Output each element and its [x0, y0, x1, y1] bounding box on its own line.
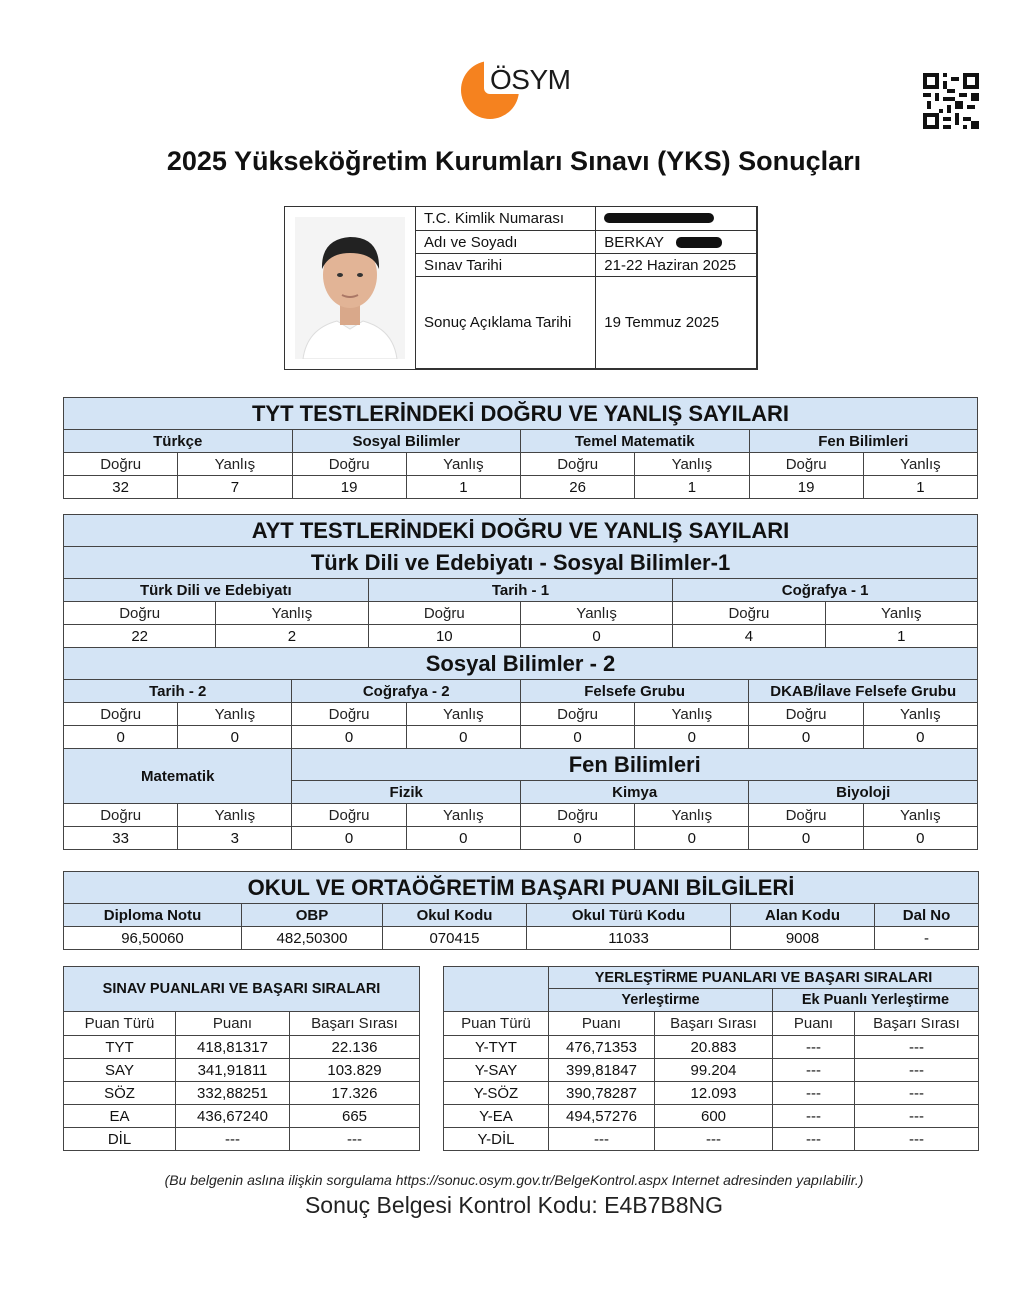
okul-header: Okul Türü Kodu — [527, 904, 731, 927]
ek-puan: --- — [773, 1105, 855, 1128]
tyt-title: TYT TESTLERİNDEKİ DOĞRU VE YANLIŞ SAYILARI — [64, 398, 978, 430]
yanlis-label: Yanlış — [825, 602, 977, 625]
okul-header: Okul Kodu — [383, 904, 527, 927]
redaction-mark — [676, 237, 722, 248]
name-value: BERKAY — [604, 233, 665, 251]
test-name: Sosyal Bilimler — [292, 430, 521, 453]
dogru-value: 0 — [292, 827, 406, 850]
dogru-label: Doğru — [64, 602, 216, 625]
blank-header — [444, 967, 549, 1012]
dogru-label: Doğru — [521, 453, 635, 476]
puan-turu: Y-SÖZ — [444, 1082, 549, 1105]
dogru-label: Doğru — [64, 804, 178, 827]
basari-sirasi: 600 — [655, 1105, 773, 1128]
dogru-label: Doğru — [64, 453, 178, 476]
dogru-label: Doğru — [520, 804, 634, 827]
basari-sirasi: 20.883 — [655, 1036, 773, 1059]
ek-basari-sirasi: --- — [855, 1082, 979, 1105]
ayt-group2-title: Sosyal Bilimler - 2 — [64, 648, 978, 680]
puan-turu: SÖZ — [64, 1082, 176, 1105]
ek-basari-sirasi: --- — [855, 1036, 979, 1059]
ayt-table — [63, 514, 978, 850]
table-row — [64, 1036, 420, 1059]
basari-sirasi: 17.326 — [290, 1082, 420, 1105]
okul-value: - — [875, 927, 979, 950]
test-name: Felsefe Grubu — [520, 680, 748, 703]
fen-title: Fen Bilimleri — [292, 749, 978, 781]
yanlis-value: 1 — [825, 625, 977, 648]
yanlis-value: 2 — [216, 625, 368, 648]
dogru-label: Doğru — [520, 703, 634, 726]
dogru-value: 0 — [749, 726, 863, 749]
yanlis-value: 1 — [406, 476, 520, 499]
dogru-label: Doğru — [749, 804, 863, 827]
test-name: Türkçe — [64, 430, 293, 453]
dogru-value: 0 — [520, 827, 634, 850]
puan: 390,78287 — [549, 1082, 655, 1105]
basari-sirasi: --- — [290, 1128, 420, 1151]
dogru-value: 22 — [64, 625, 216, 648]
yanlis-label: Yanlış — [635, 703, 749, 726]
test-name: Fen Bilimleri — [749, 430, 978, 453]
basari-sirasi: --- — [655, 1128, 773, 1151]
yanlis-value: 0 — [520, 625, 672, 648]
dogru-value: 19 — [749, 476, 863, 499]
yanlis-label: Yanlış — [178, 804, 292, 827]
dogru-label: Doğru — [749, 453, 863, 476]
okul-value: 070415 — [383, 927, 527, 950]
document-title: 2025 Yükseköğretim Kurumları Sınavı (YKS) Sonuçları — [166, 146, 862, 176]
basari-sirasi: 99.204 — [655, 1059, 773, 1082]
yerlestirme-title: YERLEŞTİRME PUANLARI VE BAŞARI SIRALARI — [549, 967, 979, 989]
ek-basari-sirasi: --- — [855, 1059, 979, 1082]
table-row — [64, 1059, 420, 1082]
yanlis-value: 3 — [178, 827, 292, 850]
tc-value — [596, 207, 757, 231]
exam-date-value: 21-22 Haziran 2025 — [596, 254, 757, 277]
dogru-value: 10 — [368, 625, 520, 648]
puan: 436,67240 — [176, 1105, 290, 1128]
yanlis-value: 0 — [635, 726, 749, 749]
column-header: Puan Türü — [64, 1012, 176, 1036]
table-row — [444, 1082, 979, 1105]
yanlis-label: Yanlış — [520, 602, 672, 625]
result-date-label: Sonuç Açıklama Tarihi — [416, 277, 596, 369]
basari-sirasi: 22.136 — [290, 1036, 420, 1059]
yanlis-value: 7 — [178, 476, 292, 499]
okul-table — [63, 871, 979, 950]
basari-sirasi: 665 — [290, 1105, 420, 1128]
exam-date-label: Sınav Tarihi — [416, 254, 596, 277]
table-row — [64, 1082, 420, 1105]
candidate-photo — [295, 217, 405, 359]
test-name: Coğrafya - 1 — [673, 579, 978, 602]
puan-turu: TYT — [64, 1036, 176, 1059]
yanlis-value: 0 — [406, 827, 520, 850]
test-name: Biyoloji — [749, 781, 978, 804]
puan: --- — [549, 1128, 655, 1151]
puan: 418,81317 — [176, 1036, 290, 1059]
puan-turu: EA — [64, 1105, 176, 1128]
dogru-label: Doğru — [749, 703, 863, 726]
yanlis-label: Yanlış — [178, 703, 292, 726]
yanlis-value: 1 — [635, 476, 749, 499]
dogru-label: Doğru — [292, 804, 406, 827]
okul-value: 96,50060 — [64, 927, 242, 950]
dogru-label: Doğru — [673, 602, 825, 625]
puan: 399,81847 — [549, 1059, 655, 1082]
puan-turu: Y-DİL — [444, 1128, 549, 1151]
dogru-value: 0 — [64, 726, 178, 749]
name-label: Adı ve Soyadı — [416, 231, 596, 254]
yanlis-value: 0 — [178, 726, 292, 749]
tyt-table — [63, 397, 978, 499]
yerlestirme-sub: Yerleştirme — [549, 989, 773, 1012]
dogru-label: Doğru — [292, 453, 406, 476]
ayt-title: AYT TESTLERİNDEKİ DOĞRU VE YANLIŞ SAYILARI — [64, 515, 978, 547]
yanlis-value: 0 — [635, 827, 749, 850]
footer-note: (Bu belgenin aslına ilişkin sorgulama https://sonuc.osym.gov.tr/BelgeKontrol.aspx Internet adresinden yapılabilir.) — [164, 1172, 864, 1188]
column-header: Puan Türü — [444, 1012, 549, 1036]
yanlis-label: Yanlış — [216, 602, 368, 625]
dogru-value: 33 — [64, 827, 178, 850]
ek-puan: --- — [773, 1036, 855, 1059]
column-header: Puanı — [176, 1012, 290, 1036]
yanlis-value: 0 — [863, 726, 977, 749]
column-header: Puanı — [773, 1012, 855, 1036]
ek-puan: --- — [773, 1082, 855, 1105]
basari-sirasi: 12.093 — [655, 1082, 773, 1105]
puan: 476,71353 — [549, 1036, 655, 1059]
test-name: DKAB/İlave Felsefe Grubu — [749, 680, 978, 703]
okul-value: 482,50300 — [242, 927, 383, 950]
yanlis-value: 1 — [863, 476, 977, 499]
yanlis-label: Yanlış — [406, 453, 520, 476]
dogru-value: 32 — [64, 476, 178, 499]
ek-puan: --- — [773, 1059, 855, 1082]
ayt-group1-title: Türk Dili ve Edebiyatı - Sosyal Bilimler-1 — [64, 547, 978, 579]
puan-turu: DİL — [64, 1128, 176, 1151]
redaction-mark — [604, 213, 714, 223]
dogru-value: 0 — [749, 827, 863, 850]
puan-turu: Y-EA — [444, 1105, 549, 1128]
table-row — [444, 1105, 979, 1128]
column-header: Puanı — [549, 1012, 655, 1036]
yanlis-label: Yanlış — [406, 804, 520, 827]
yanlis-label: Yanlış — [635, 453, 749, 476]
test-name: Türk Dili ve Edebiyatı — [64, 579, 369, 602]
tc-label: T.C. Kimlik Numarası — [416, 207, 596, 231]
basari-sirasi: 103.829 — [290, 1059, 420, 1082]
okul-header: Dal No — [875, 904, 979, 927]
puan-turu: Y-SAY — [444, 1059, 549, 1082]
puan: 494,57276 — [549, 1105, 655, 1128]
ek-puan: --- — [773, 1128, 855, 1151]
result-date-value: 19 Temmuz 2025 — [596, 277, 757, 369]
yanlis-label: Yanlış — [863, 703, 977, 726]
ek-basari-sirasi: --- — [855, 1128, 979, 1151]
yanlis-value: 0 — [863, 827, 977, 850]
puan: --- — [176, 1128, 290, 1151]
yerlestirme-table — [443, 966, 979, 1151]
okul-header: Alan Kodu — [731, 904, 875, 927]
test-name: Tarih - 2 — [64, 680, 292, 703]
okul-value: 9008 — [731, 927, 875, 950]
table-row — [444, 1036, 979, 1059]
dogru-value: 19 — [292, 476, 406, 499]
okul-title: OKUL VE ORTAÖĞRETİM BAŞARI PUANI BİLGİLERİ — [64, 872, 979, 904]
dogru-label: Doğru — [292, 703, 406, 726]
test-name: Fizik — [292, 781, 520, 804]
candidate-table — [415, 206, 757, 369]
table-row — [64, 1128, 420, 1151]
dogru-label: Doğru — [368, 602, 520, 625]
dogru-value: 4 — [673, 625, 825, 648]
puan-turu: SAY — [64, 1059, 176, 1082]
candidate-info — [284, 206, 758, 370]
table-row — [64, 1105, 420, 1128]
test-name: Kimya — [520, 781, 748, 804]
puan: 332,88251 — [176, 1082, 290, 1105]
osym-logo — [458, 58, 588, 122]
sinav-puanlari-table — [63, 966, 420, 1151]
puan-turu: Y-TYT — [444, 1036, 549, 1059]
logo-text: ÖSYM — [490, 64, 571, 95]
dogru-value: 0 — [520, 726, 634, 749]
yanlis-label: Yanlış — [406, 703, 520, 726]
yanlis-label: Yanlış — [863, 804, 977, 827]
okul-value: 11033 — [527, 927, 731, 950]
dogru-value: 0 — [292, 726, 406, 749]
math-title: Matematik — [64, 749, 292, 804]
yanlis-label: Yanlış — [863, 453, 977, 476]
qr-code-icon — [923, 73, 979, 129]
control-code: Sonuç Belgesi Kontrol Kodu: E4B7B8NG — [304, 1192, 724, 1218]
dogru-label: Doğru — [64, 703, 178, 726]
ek-puanli-sub: Ek Puanlı Yerleştirme — [773, 989, 979, 1012]
table-row — [444, 1128, 979, 1151]
okul-header: Diploma Notu — [64, 904, 242, 927]
test-name: Coğrafya - 2 — [292, 680, 520, 703]
yanlis-label: Yanlış — [178, 453, 292, 476]
yanlis-label: Yanlış — [635, 804, 749, 827]
ek-basari-sirasi: --- — [855, 1105, 979, 1128]
test-name: Tarih - 1 — [368, 579, 673, 602]
yanlis-value: 0 — [406, 726, 520, 749]
column-header: Başarı Sırası — [855, 1012, 979, 1036]
okul-header: OBP — [242, 904, 383, 927]
dogru-value: 26 — [521, 476, 635, 499]
column-header: Başarı Sırası — [655, 1012, 773, 1036]
table-row — [444, 1059, 979, 1082]
column-header: Başarı Sırası — [290, 1012, 420, 1036]
puan: 341,91811 — [176, 1059, 290, 1082]
test-name: Temel Matematik — [521, 430, 750, 453]
sinav-puanlari-title: SINAV PUANLARI VE BAŞARI SIRALARI — [64, 967, 420, 1012]
